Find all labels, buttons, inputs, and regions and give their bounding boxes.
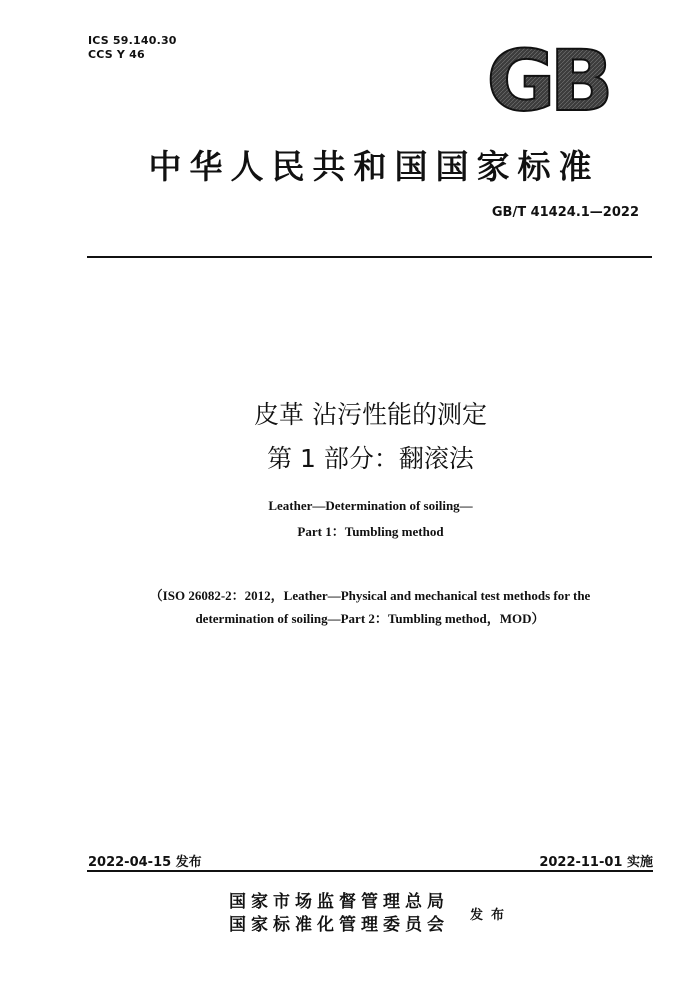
issuing-authorities — [229, 891, 469, 937]
chinese-title-line-1: 皮革 沾污性能的测定 — [254, 400, 487, 429]
national-standard-title: 中华人民共和国国家标准 — [148, 147, 600, 186]
iso-reference-line-1: （ISO 26082-2：2012，Leather—Physical and mechanical test methods for the — [149, 588, 591, 603]
iso-reference-line-2: determination of soiling—Part 2：Tumbling method，MOD） — [195, 611, 545, 626]
standard-number: GB/T 41424.1—2022 — [491, 205, 639, 220]
ics-code: ICS 59.140.30 — [88, 34, 177, 47]
svg-text:GB: GB — [486, 43, 608, 121]
english-title-line-2: Part 1：Tumbling method — [297, 524, 444, 539]
ccs-code: CCS Y 46 — [88, 48, 145, 61]
publish-label: 发布 — [470, 908, 513, 923]
chinese-title-line-2: 第 1 部分：翻滚法 — [267, 444, 474, 473]
bottom-divider — [87, 870, 653, 872]
issuer-samr: 国家市场监督管理总局 — [229, 892, 449, 912]
english-title-line-1: Leather—Determination of soiling— — [268, 498, 473, 513]
implementation-date: 2022-11-01 实施 — [539, 855, 653, 870]
top-divider — [87, 256, 652, 258]
issuer-sac: 国家标准化管理委员会 — [229, 915, 449, 935]
gb-logo — [478, 43, 616, 121]
issue-date: 2022-04-15 发布 — [88, 855, 202, 870]
